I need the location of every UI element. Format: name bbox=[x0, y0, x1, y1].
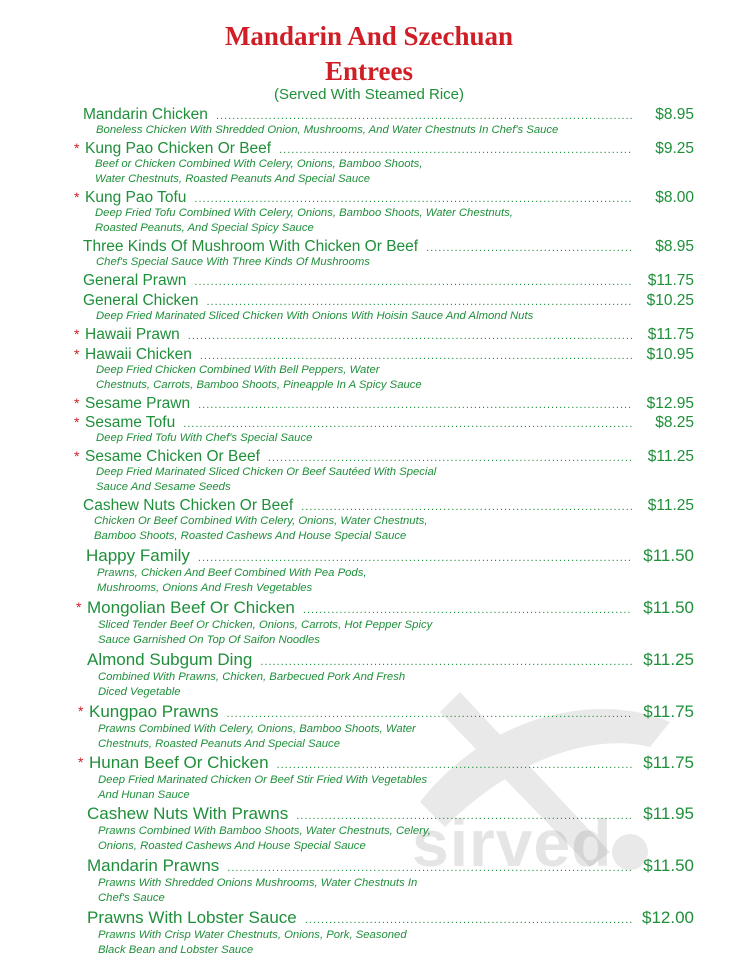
menu-item-row bbox=[0, 188, 738, 208]
menu-item-name: Kung Pao Tofu bbox=[85, 189, 187, 206]
menu-section-title: Entrees bbox=[325, 56, 413, 86]
menu-item-description bbox=[98, 670, 405, 700]
description-line: And Hunan Sauce bbox=[98, 789, 190, 801]
menu-item-name: Kungpao Prawns bbox=[89, 702, 219, 721]
menu-item-row bbox=[0, 598, 738, 618]
menu-item-price: $10.25 bbox=[646, 292, 694, 309]
menu-item-name: Sesame Prawn bbox=[85, 395, 191, 412]
dot-leader bbox=[260, 652, 632, 672]
description-line: Roasted Peanuts, And Special Spicy Sauce bbox=[95, 222, 314, 234]
description-line: Mushrooms, Onions And Fresh Vegetables bbox=[97, 582, 313, 594]
menu-item-name: Mandarin Chicken bbox=[83, 106, 208, 123]
menu-item-name-line bbox=[89, 753, 636, 775]
spicy-marker: * bbox=[74, 140, 80, 156]
dot-leader bbox=[303, 600, 632, 620]
description-line: Boneless Chicken With Shredded Onion, Mushrooms, And Water Chestnuts In Chef's Sauce bbox=[96, 124, 559, 136]
menu-item-name: Sesame Tofu bbox=[85, 414, 176, 431]
menu-item-description bbox=[95, 157, 422, 187]
menu-item-price: $8.95 bbox=[655, 238, 694, 255]
dot-leader bbox=[296, 806, 632, 826]
menu-item-description bbox=[98, 722, 416, 752]
menu-item-row bbox=[0, 702, 738, 722]
description-line: Chestnuts, Carrots, Bamboo Shoots, Pineapple In A Spicy Sauce bbox=[96, 379, 422, 391]
menu-item-description bbox=[96, 123, 558, 138]
menu-item-description bbox=[97, 566, 367, 596]
menu-item-name: Mongolian Beef Or Chicken bbox=[87, 598, 295, 617]
spicy-marker: * bbox=[74, 448, 80, 464]
menu-item-name-line bbox=[87, 650, 636, 672]
description-line: Deep Fried Marinated Chicken Or Beef Stir Fried With Vegetables bbox=[98, 774, 428, 786]
menu-item-row bbox=[0, 413, 738, 433]
menu-item-row bbox=[0, 325, 738, 345]
menu-item-name: Happy Family bbox=[86, 546, 190, 565]
description-line: Black Bean and Lobster Sauce bbox=[98, 944, 254, 956]
menu-item-description bbox=[94, 514, 428, 544]
menu-item-price: $11.50 bbox=[643, 856, 694, 875]
menu-item-price: $8.25 bbox=[655, 414, 694, 431]
menu-item-price: $11.75 bbox=[643, 702, 694, 721]
dot-leader bbox=[226, 704, 632, 724]
menu-item-description bbox=[96, 309, 533, 324]
spicy-marker: * bbox=[78, 754, 84, 770]
menu-item-name: Almond Subgum Ding bbox=[87, 650, 253, 669]
description-line: Deep Fried Marinated Sliced Chicken Or Beef Sautéed With Special bbox=[96, 466, 437, 478]
description-line: Diced Vegetable bbox=[98, 686, 181, 698]
menu-item-name-line bbox=[89, 702, 636, 724]
spicy-marker: * bbox=[74, 395, 80, 411]
spicy-marker: * bbox=[76, 599, 82, 615]
description-line: Prawns With Crisp Water Chestnuts, Onions, Pork, Seasoned bbox=[98, 929, 407, 941]
dot-leader bbox=[194, 272, 632, 292]
menu-item-description bbox=[98, 876, 417, 906]
menu-item-name: Three Kinds Of Mushroom With Chicken Or Beef bbox=[83, 238, 419, 255]
description-line: Deep Fried Chicken Combined With Bell Peppers, Water bbox=[96, 364, 380, 376]
menu-item-name: Cashew Nuts Chicken Or Beef bbox=[83, 497, 294, 514]
menu-item-name: Hunan Beef Or Chicken bbox=[89, 753, 269, 772]
menu-item-row bbox=[0, 753, 738, 773]
menu-item-description bbox=[96, 255, 370, 270]
menu-item-name: Prawns With Lobster Sauce bbox=[87, 908, 297, 927]
menu-item-name: Sesame Chicken Or Beef bbox=[85, 448, 260, 465]
menu-item-price: $11.75 bbox=[643, 753, 694, 772]
description-line: Deep Fried Marinated Sliced Chicken With Onions With Hoisin Sauce And Almond Nuts bbox=[96, 310, 534, 322]
dot-leader bbox=[198, 548, 632, 568]
menu-item-description bbox=[96, 465, 436, 495]
menu-item-description bbox=[95, 206, 513, 236]
menu-item-price: $11.95 bbox=[643, 804, 694, 823]
description-line: Deep Fried Tofu Combined With Celery, Onions, Bamboo Shoots, Water Chestnuts, bbox=[95, 207, 513, 219]
menu-item-row bbox=[0, 237, 738, 257]
menu-item-price: $11.50 bbox=[643, 598, 694, 617]
spicy-marker: * bbox=[74, 346, 80, 362]
menu-item-name-line bbox=[87, 598, 636, 620]
menu-item-name-line bbox=[86, 546, 636, 568]
menu-item-price: $11.75 bbox=[647, 326, 694, 343]
spicy-marker: * bbox=[74, 326, 80, 342]
description-line: Beef or Chicken Combined With Celery, Onions, Bamboo Shoots, bbox=[95, 158, 423, 170]
description-line: Prawns Combined With Bamboo Shoots, Water Chestnuts, Celery, bbox=[98, 825, 431, 837]
description-line: Onions, Roasted Cashews And House Special Sauce bbox=[98, 840, 366, 852]
menu-item-name-line bbox=[87, 908, 636, 930]
menu-item-name-line bbox=[85, 394, 636, 415]
description-line: Prawns, Chicken And Beef Combined With Pea Pods, bbox=[97, 567, 367, 579]
menu-item-row bbox=[0, 908, 738, 928]
menu-item-row bbox=[0, 856, 738, 876]
menu-item-row bbox=[0, 447, 738, 467]
dot-leader bbox=[426, 238, 632, 258]
spicy-marker: * bbox=[74, 189, 80, 205]
dot-leader bbox=[227, 858, 632, 878]
menu-item-row bbox=[0, 496, 738, 516]
menu-item-row bbox=[0, 394, 738, 414]
menu-item-row bbox=[0, 546, 738, 566]
menu-item-price: $12.95 bbox=[646, 395, 694, 412]
description-line: Sauce Garnished On Top Of Saifon Noodles bbox=[98, 634, 320, 646]
spicy-marker: * bbox=[74, 414, 80, 430]
menu-item-price: $11.25 bbox=[643, 650, 694, 669]
menu-item-name: Hawaii Chicken bbox=[85, 346, 192, 363]
menu-item-name-line bbox=[87, 804, 636, 826]
description-line: Chef's Special Sauce With Three Kinds Of Mushrooms bbox=[96, 256, 370, 268]
menu-item-description bbox=[98, 928, 407, 958]
menu-item-name: General Chicken bbox=[83, 292, 199, 309]
menu-item-price: $11.75 bbox=[647, 272, 694, 289]
menu-item-row bbox=[0, 291, 738, 311]
menu-item-price: $11.25 bbox=[647, 497, 694, 514]
menu-item-name-line bbox=[85, 325, 636, 346]
menu-item-row bbox=[0, 345, 738, 365]
spicy-marker: * bbox=[78, 703, 84, 719]
description-line: Sauce And Sesame Seeds bbox=[96, 481, 231, 493]
menu-item-row bbox=[0, 271, 738, 291]
menu-item-name: General Prawn bbox=[83, 272, 187, 289]
menu-item-name-line bbox=[87, 856, 636, 878]
menu-item-name-line bbox=[83, 271, 636, 292]
description-line: Water Chestnuts, Roasted Peanuts And Special Sauce bbox=[95, 173, 371, 185]
description-line: Chef's Sauce bbox=[98, 892, 165, 904]
description-line: Combined With Prawns, Chicken, Barbecued Pork And Fresh bbox=[98, 671, 406, 683]
description-line: Sliced Tender Beef Or Chicken, Onions, Carrots, Hot Pepper Spicy bbox=[98, 619, 433, 631]
menu-item-price: $8.00 bbox=[655, 189, 694, 206]
menu-item-price: $8.95 bbox=[655, 106, 694, 123]
dot-leader bbox=[198, 395, 632, 415]
description-line: Prawns Combined With Celery, Onions, Bamboo Shoots, Water bbox=[98, 723, 416, 735]
menu-item-row bbox=[0, 804, 738, 824]
menu-item-price: $10.95 bbox=[646, 346, 694, 363]
watermark-text: sirved bbox=[412, 806, 613, 880]
description-line: Chestnuts, Roasted Peanuts And Special Sauce bbox=[98, 738, 340, 750]
menu-item-description bbox=[98, 773, 427, 803]
menu-item-row bbox=[0, 105, 738, 125]
menu-item-price: $11.50 bbox=[643, 546, 694, 565]
menu-item-price: $9.25 bbox=[655, 140, 694, 157]
menu-item-price: $12.00 bbox=[642, 908, 694, 927]
description-line: Prawns With Shredded Onions Mushrooms, Water Chestnuts In bbox=[98, 877, 418, 889]
menu-item-description bbox=[96, 363, 422, 393]
dot-leader bbox=[277, 755, 632, 775]
menu-item-name: Mandarin Prawns bbox=[87, 856, 220, 875]
menu-item-row bbox=[0, 650, 738, 670]
menu-item-name: Hawaii Prawn bbox=[85, 326, 180, 343]
menu-item-name: Cashew Nuts With Prawns bbox=[87, 804, 289, 823]
dot-leader bbox=[305, 910, 632, 930]
description-line: Chicken Or Beef Combined With Celery, Onions, Water Chestnuts, bbox=[94, 515, 428, 527]
description-line: Bamboo Shoots, Roasted Cashews And House Special Sauce bbox=[94, 530, 407, 542]
menu-item-description bbox=[98, 618, 432, 648]
menu-subtitle: (Served With Steamed Rice) bbox=[273, 86, 465, 103]
dot-leader bbox=[188, 326, 632, 346]
menu-title: Mandarin And Szechuan bbox=[224, 21, 514, 51]
menu-item-description bbox=[96, 431, 312, 446]
description-line: Deep Fried Tofu With Chef's Special Sauce bbox=[96, 432, 313, 444]
menu-item-row bbox=[0, 139, 738, 159]
menu-item-price: $11.25 bbox=[647, 448, 694, 465]
menu-item-name: Kung Pao Chicken Or Beef bbox=[85, 140, 272, 157]
menu-item-description bbox=[98, 824, 431, 854]
